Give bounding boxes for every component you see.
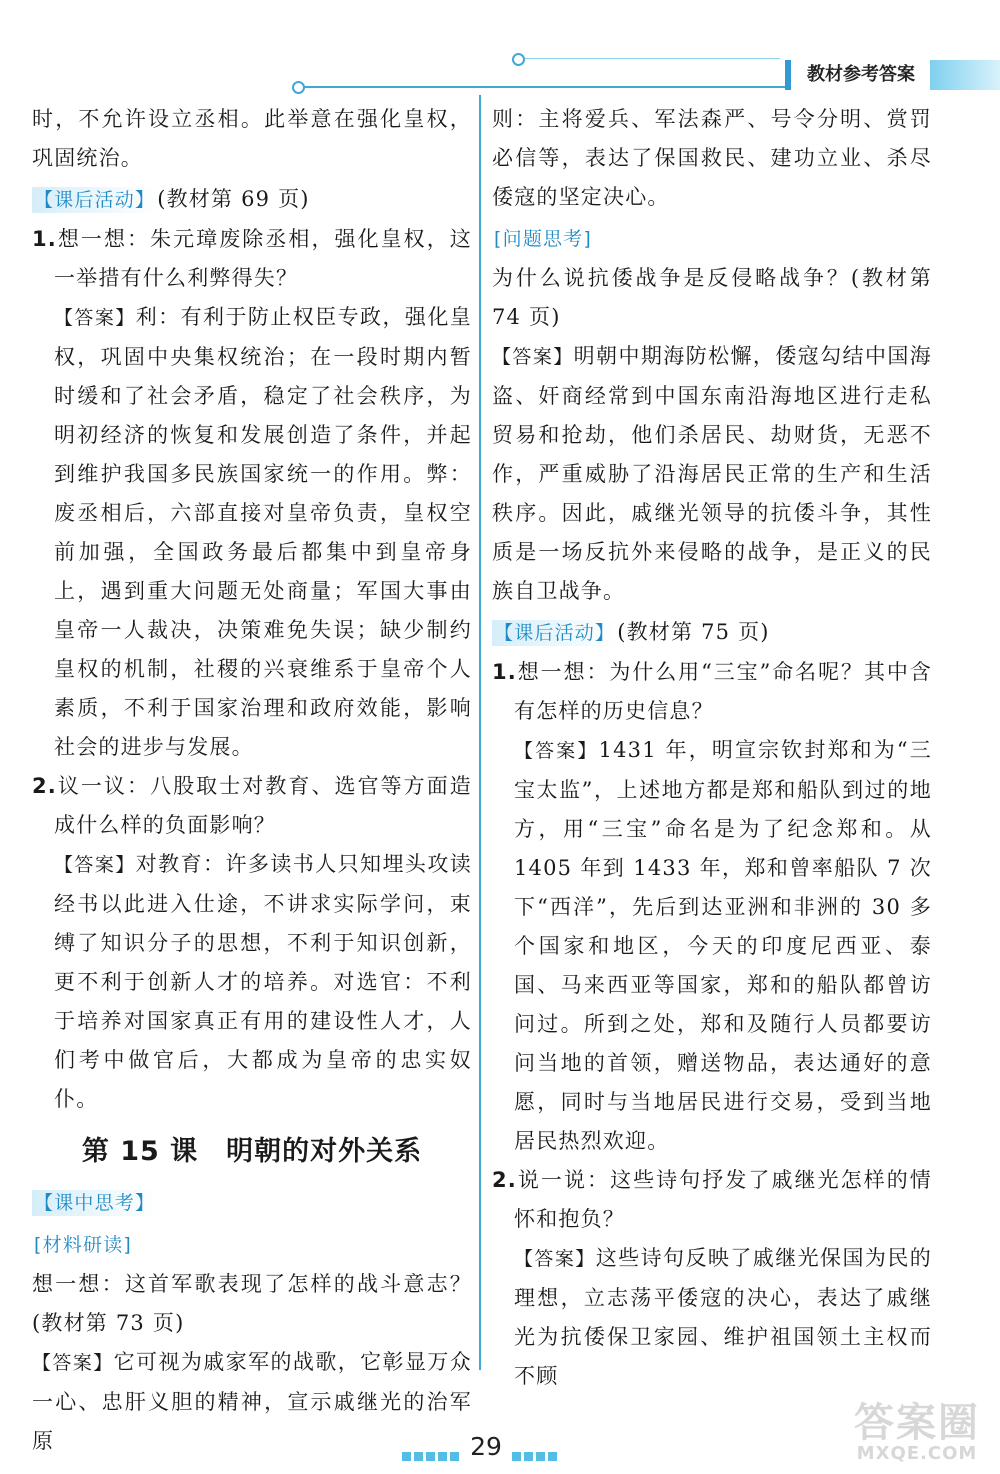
- watermark-logo: [842, 1402, 992, 1466]
- question-text: 想一想：为什么用“三宝”命名呢？其中含有怎样的历史信息？: [514, 660, 932, 723]
- answer-text: 利：有利于防止权臣专政，强化皇权，巩固中央集权统治；在一段时期内暂时缓和了社会矛盾，稳定了社会秩序，为明初经济的恢复和发展创造了条件，并起到维护我国多民族国家统一的作用。弊：废丞相后，六部直接对皇帝负责，皇权空前加强，全国政务最后都集中到皇帝身上，遇到重大问题无处商量；军国大事由皇帝一人裁决，决策难免失误；缺少制约皇权的机制，社稷的兴衰维系于皇帝个人素质，不利于国家治理和政府效能，影响社会的进步与发展。: [54, 305, 472, 759]
- answer-1: [492, 337, 932, 611]
- answer-tag: 【答案】: [32, 1352, 114, 1374]
- textbook-ref: (教材第 75 页): [617, 620, 770, 644]
- answer-3: [32, 1343, 472, 1461]
- question-1: [32, 220, 472, 298]
- answer-tag: 【答案】: [514, 740, 599, 762]
- header-accent-bar: [930, 60, 1000, 90]
- answer-tag: 【答案】: [54, 854, 136, 876]
- section-heading: [32, 1181, 472, 1223]
- column-divider: [479, 95, 481, 1370]
- header-dot-left: [292, 81, 305, 94]
- question-number: 1.: [492, 660, 517, 684]
- answer-3: [492, 1239, 932, 1396]
- question-2: [492, 1161, 932, 1239]
- paragraph: 时，不允许设立丞相。此举意在强化皇权，巩固统治。: [32, 107, 472, 170]
- question-number: 2.: [492, 1168, 517, 1192]
- answer-text: 1431 年，明宣宗钦封郑和为“三宝太监”，上述地方都是郑和船队到过的地方，用“三宝”命名是为了纪念郑和。从 1405 年到 1433 年，郑和曾率船队 7 次下“西洋”，先后到达亚洲和非洲的 30 多个国家和地区，今天的印度尼西亚、泰国、马来西亚等国家，郑和的船队都曾访问过。所到之处，郑和及随行人员都要访问当地的首领，赠送物品，表达通好的意愿，同时与当地居民进行交易，受到当地居民热烈欢迎。: [514, 738, 932, 1153]
- header-title: 教材参考答案: [785, 60, 931, 90]
- watermark-bottom: MXQE.COM: [856, 1443, 978, 1464]
- question-text: 想一想：朱元璋废除丞相，强化皇权，这一举措有什么利弊得失？: [54, 227, 472, 290]
- answer-text: 明朝中期海防松懈，倭寇勾结中国海盗、奸商经常到中国东南沿海地区进行走私贸易和抢劫，他们杀居民、劫财货，无恶不作，严重威胁了沿海居民正常的生产和生活秩序。因此，戚继光领导的抗倭斗争，其性质是一场反抗外来侵略的战争，是正义的民族自卫战争。: [492, 344, 932, 603]
- paragraph: 则：主将爱兵、军法森严、号令分明、赏罚必信等，表达了保国救民、建功立业、杀尽倭寇的坚定决心。: [492, 107, 932, 209]
- after-class-activity-tag: 【课后活动】: [494, 622, 616, 644]
- section-heading: [492, 611, 932, 653]
- answer-tag: 【答案】: [514, 1248, 596, 1270]
- section-heading: [492, 217, 932, 259]
- page-decoration-left: [402, 1446, 462, 1454]
- answer-1: [32, 298, 472, 767]
- answer-2: [492, 731, 932, 1161]
- question-2: [32, 767, 472, 845]
- answer-text: 这些诗句反映了戚继光保国为民的理想，立志荡平倭寇的决心，表达了戚继光为抗倭保卫家园、维护祖国领土主权而不顾: [514, 1246, 932, 1388]
- question-text: 说一说：这些诗句抒发了戚继光怎样的情怀和抱负？: [514, 1168, 932, 1231]
- lesson-title: 第 15 课 明朝的对外关系: [81, 1136, 423, 1167]
- material-reading-tag: [材料研读]: [34, 1234, 133, 1256]
- after-class-activity-tag: 【课后活动】: [34, 189, 156, 211]
- left-column: [32, 100, 472, 1461]
- page-number: 29: [470, 1432, 502, 1461]
- problem-thinking-tag: [问题思考]: [494, 228, 593, 250]
- question-text: 为什么说抗倭战争是反侵略战争？(教材第 74 页): [492, 266, 932, 329]
- in-class-thinking-tag: 【课中思考】: [34, 1192, 156, 1214]
- question-1: [492, 653, 932, 731]
- question-3: 想一想：这首军歌表现了怎样的战斗意志？(教材第 73 页): [32, 1272, 472, 1335]
- right-column: [492, 100, 932, 1396]
- answer-text: 对教育：许多读书人只知埋头攻读经书以此进入仕途，不讲求实际学问，束缚了知识分子的思想，不利于知识创新，更不利于创新人才的培养。对选官：不利于培养对国家真正有用的建设性人才，人们考中做官后，大都成为皇帝的忠实奴仆。: [54, 852, 472, 1111]
- answer-2: [32, 845, 472, 1119]
- textbook-ref: (教材第 69 页): [157, 187, 310, 211]
- question-number: 1.: [32, 227, 57, 251]
- section-heading: [32, 178, 472, 220]
- header-rule-thin: [520, 58, 780, 59]
- question-text: 议一议：八股取士对教育、选官等方面造成什么样的负面影响？: [54, 774, 472, 837]
- answer-text: 它可视为戚家军的战歌，它彰显万众一心、忠肝义胆的精神，宣示戚继光的治军原: [32, 1350, 472, 1453]
- question-number: 2.: [32, 774, 57, 798]
- page-decoration-right: [512, 1446, 560, 1454]
- answer-tag: 【答案】: [54, 307, 136, 329]
- header-dot-top: [512, 53, 525, 66]
- answer-tag: 【答案】: [492, 346, 574, 368]
- section-heading: [32, 1223, 472, 1265]
- watermark-top: 答案圈: [854, 1400, 980, 1446]
